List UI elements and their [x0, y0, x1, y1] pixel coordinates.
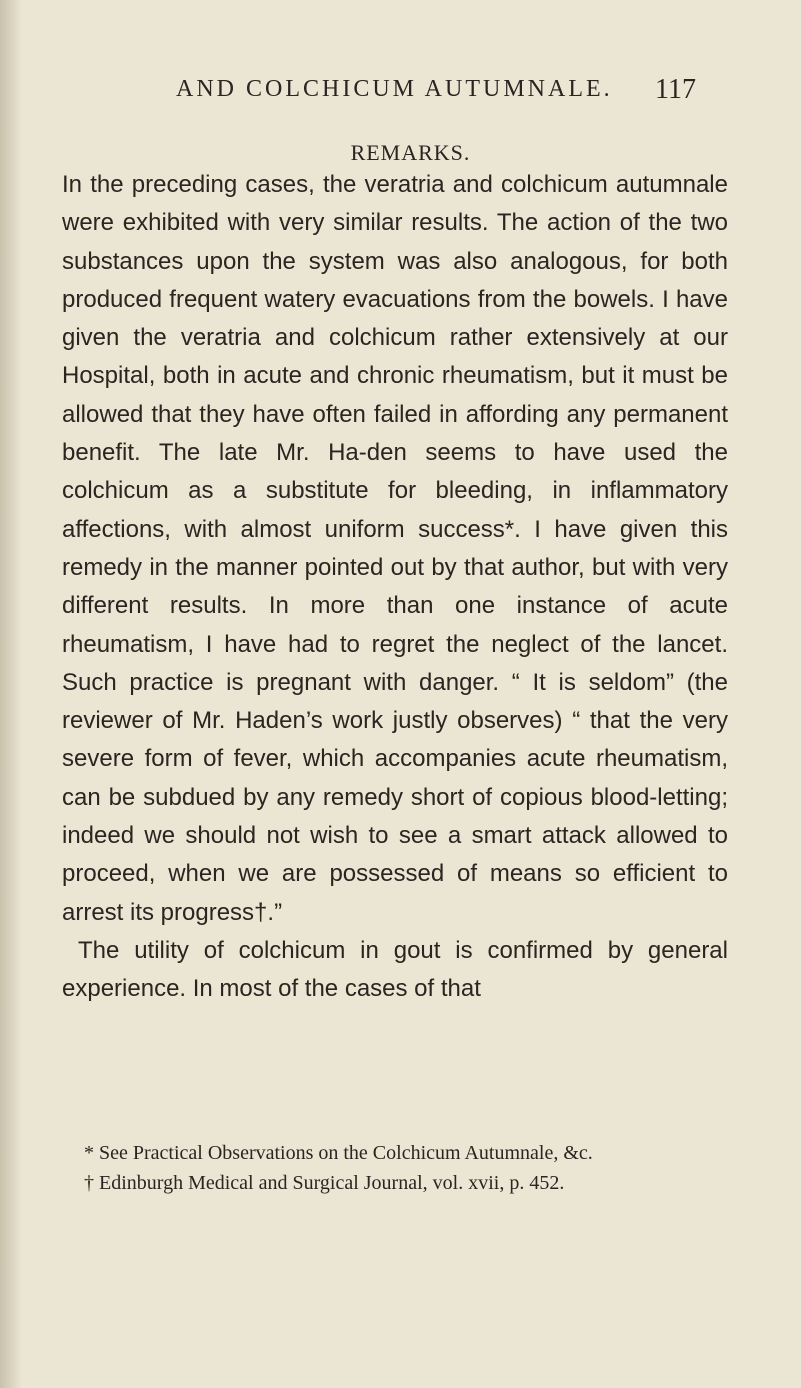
page-number: 117 [655, 74, 696, 105]
body-text [62, 166, 728, 1009]
paragraph-2: The utility of colchicum in gout is confirmed by general experience. In most of the cases of that [62, 936, 728, 1003]
section-heading: REMARKS. [350, 140, 471, 165]
running-head: AND COLCHICUM AUTUMNALE. [176, 76, 613, 102]
page-gutter-shadow [0, 0, 22, 1388]
page-header [176, 74, 696, 114]
paragraph-1: In the preceding cases, the veratria and colchicum autumnale were exhibited with very similar results. The action of the two substances upon the system was also analogous, for both produced frequent watery evacuations from the bowels. I have given the veratria and colchicum rather extensively at our Hospital, both in acute and chronic rheumatism, but it must be allowed that they have often failed in affording any permanent benefit. The late Mr. Ha-den seems to have used the colchicum as a substitute for bleeding, in inflammatory affections, with almost uniform success*. I have given this remedy in the manner pointed out by that author, but with very different results. In more than one instance of acute rheumatism, I have had to regret the neglect of the lancet. Such practice is pregnant with danger. “ It is seldom” (the reviewer of Mr. Haden’s work justly observes) “ that the very severe form of fever, which accompanies acute rheumatism, can be subdued by any remedy short of copious blood-letting; indeed we should not wish to see a smart attack allowed to proceed, when we are possessed of means so efficient to arrest its progress†.” [62, 171, 728, 926]
footnote-2: † Edinburgh Medical and Surgical Journal, vol. xvii, p. 452. [84, 1172, 565, 1194]
footnote-1: * See Practical Observations on the Colchicum Autumnale, &c. [84, 1142, 593, 1164]
footnotes [62, 1138, 732, 1198]
